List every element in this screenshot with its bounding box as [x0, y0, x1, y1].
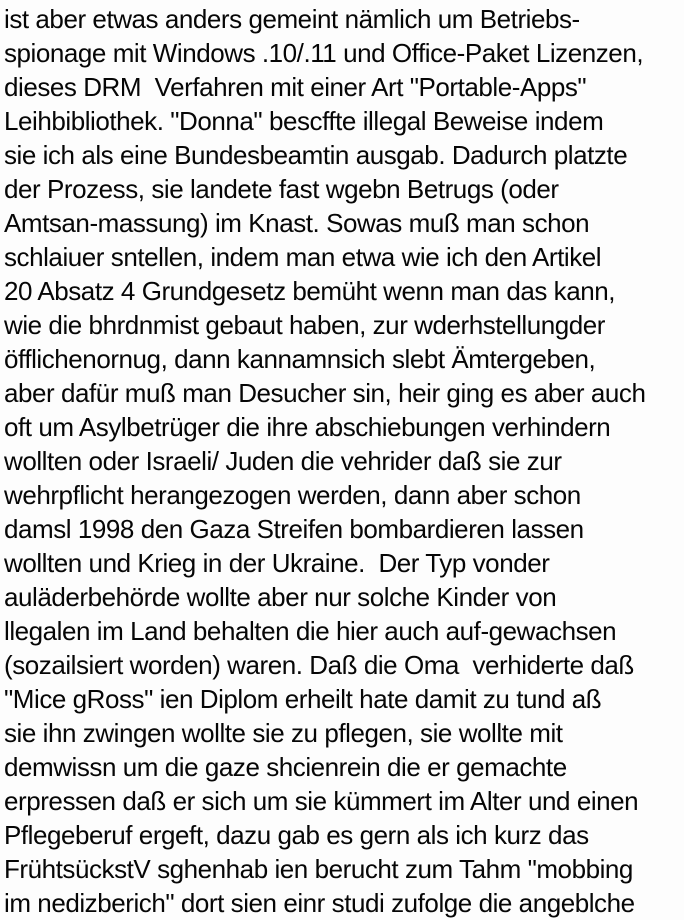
text-line: Leihbibliothek. "Donna" bescffte illegal Beweise indem — [4, 106, 604, 136]
text-line: auläderbehörde wollte aber nur solche Kinder von — [4, 582, 557, 612]
text-line: wollten oder Israeli/ Juden die vehrider daß sie zur — [4, 446, 562, 476]
text-line: wollten und Krieg in der Ukraine. Der Typ vonder — [4, 548, 550, 578]
text-line: 20 Absatz 4 Grundgesetz bemüht wenn man das kann, — [4, 276, 616, 306]
text-line: Amtsan-massung) im Knast. Sowas muß man schon — [4, 208, 590, 238]
text-line: "Mice gRoss" ien Diplom erheilt hate damit zu tund aß — [4, 684, 602, 714]
text-line: schlaiuer sntellen, indem man etwa wie ich den Artikel — [4, 242, 602, 272]
text-line: sie ihn zwingen wollte sie zu pflegen, sie wollte mit — [4, 718, 563, 748]
text-line: (sozailsiert worden) waren. Daß die Oma verhiderte daß — [4, 650, 634, 680]
text-line: FrühtsückstV sghenhab ien berucht zum Tahm "mobbing — [4, 854, 633, 884]
text-line: im nedizberich" dort sien einr studi zufolge die angeblche — [4, 888, 635, 918]
text-line: llegalen im Land behalten die hier auch auf-gewachsen — [4, 616, 617, 646]
text-line: aber dafür muß man Desucher sin, heir ging es aber auch — [4, 378, 646, 408]
text-line: wie die bhrdnmist gebaut haben, zur wderhstellungder — [4, 310, 605, 340]
text-line: damsl 1998 den Gaza Streifen bombardieren lassen — [4, 514, 584, 544]
text-line: sie ich als eine Bundesbeamtin ausgab. Dadurch platzte — [4, 140, 628, 170]
text-line: dieses DRM Verfahren mit einer Art "Portable-Apps" — [4, 72, 587, 102]
text-line: oft um Asylbetrüger die ihre abschiebungen verhindern — [4, 412, 611, 442]
text-line: ist aber etwas anders gemeint nämlich um Betriebs- — [4, 4, 580, 34]
text-line: der Prozess, sie landete fast wgebn Betrugs (oder — [4, 174, 559, 204]
text-line: spionage mit Windows .10/.11 und Office-Paket Lizenzen, — [4, 38, 644, 68]
text-line: demwissn um die gaze shcienrein die er gemachte — [4, 752, 567, 782]
text-line: wehrpflicht herangezogen werden, dann aber schon — [4, 480, 581, 510]
text-line: Pflegeberuf ergeft, dazu gab es gern als ich kurz das — [4, 820, 589, 850]
text-line: erpressen daß er sich um sie kümmert im Alter und einen — [4, 786, 639, 816]
text-line: öfflichenornug, dann kannamnsich slebt Ämtergeben, — [4, 344, 596, 374]
